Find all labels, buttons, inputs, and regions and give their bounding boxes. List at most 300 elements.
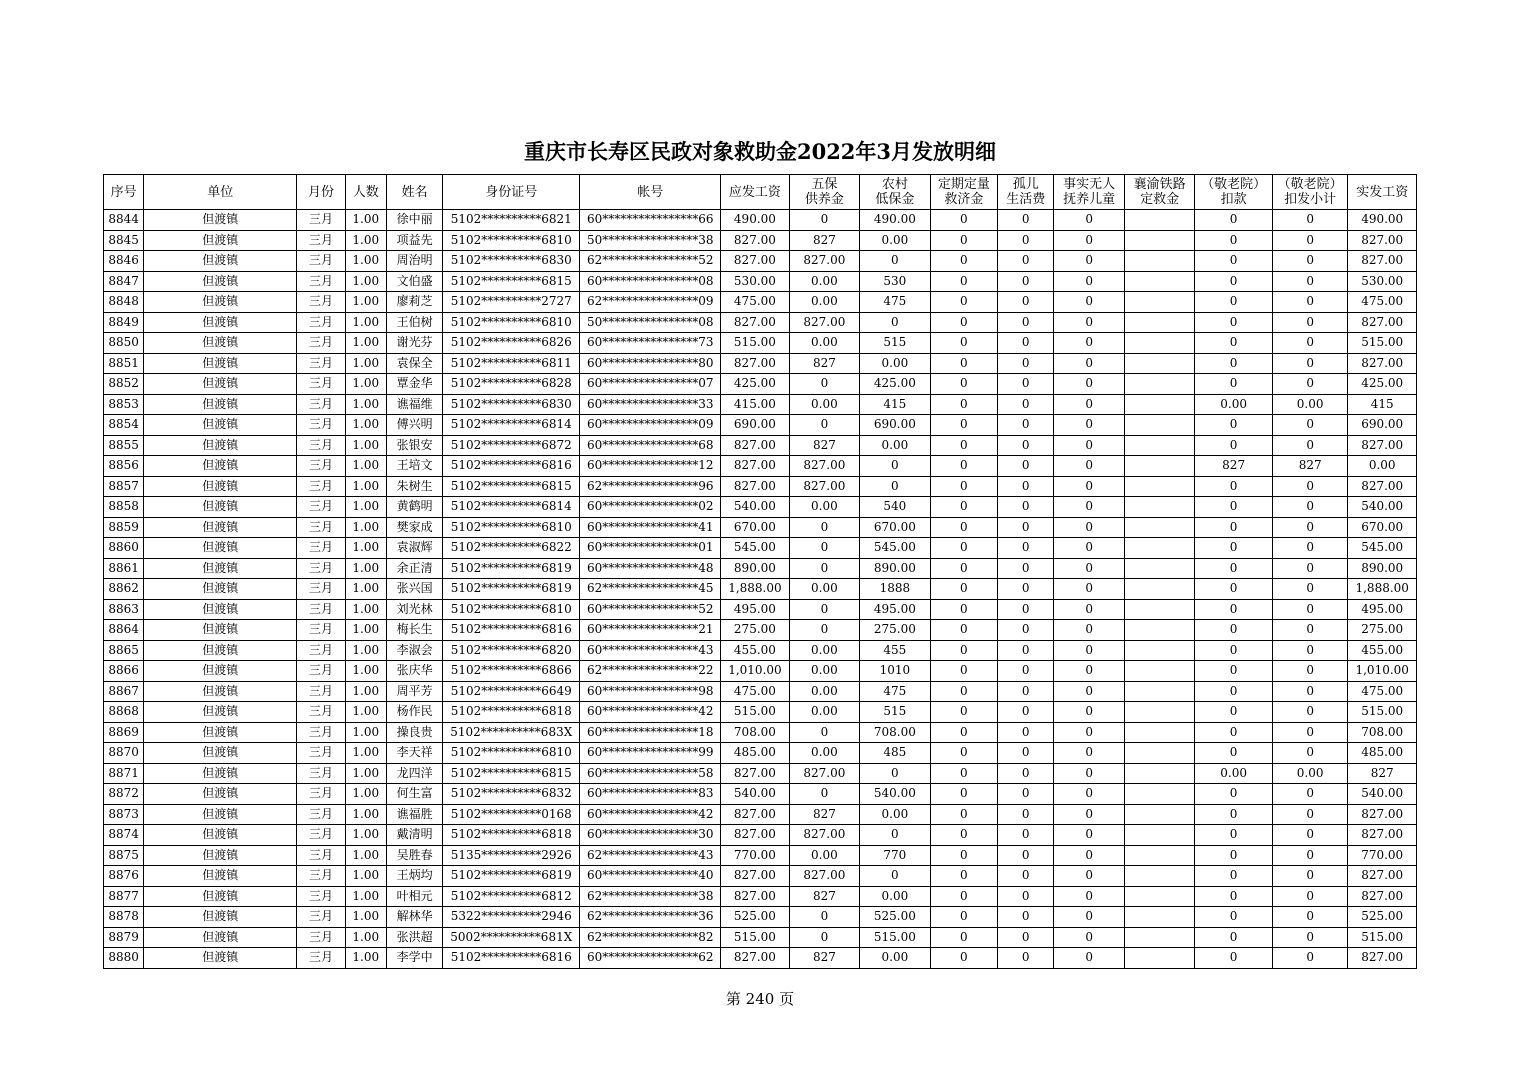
table-cell: 0: [1054, 271, 1124, 292]
table-cell: 5102**********6819: [443, 558, 580, 579]
table-cell: 但渡镇: [144, 661, 297, 682]
table-cell: 490.00: [721, 210, 789, 231]
table-cell: 8864: [104, 620, 144, 641]
table-cell: 操良贵: [386, 722, 442, 743]
table-cell: [1124, 743, 1194, 764]
table-cell: [1124, 394, 1194, 415]
table-cell: 1.00: [345, 866, 386, 887]
table-cell: 0: [1054, 251, 1124, 272]
table-cell: 0.00: [789, 681, 859, 702]
table-cell: 0: [930, 538, 997, 559]
table-cell: 1.00: [345, 763, 386, 784]
table-cell: 415: [860, 394, 930, 415]
table-cell: 0: [998, 907, 1054, 928]
table-cell: 0: [1195, 866, 1273, 887]
table-cell: 傅兴明: [386, 415, 442, 436]
table-cell: 827.00: [721, 353, 789, 374]
column-header: 襄渝铁路 定救金: [1124, 175, 1194, 210]
table-cell: 827.00: [721, 435, 789, 456]
table-cell: 0.00: [789, 497, 859, 518]
table-cell: 解林华: [386, 907, 442, 928]
table-cell: 0: [1195, 435, 1273, 456]
table-cell: [1124, 353, 1194, 374]
table-cell: 8879: [104, 927, 144, 948]
table-cell: 但渡镇: [144, 415, 297, 436]
table-cell: 515.00: [860, 927, 930, 948]
table-cell: 8850: [104, 333, 144, 354]
table-cell: [1124, 251, 1194, 272]
table-cell: 827.00: [1348, 476, 1417, 497]
table-cell: 770: [860, 845, 930, 866]
table-cell: 60****************08: [580, 271, 721, 292]
table-cell: 0.00: [789, 743, 859, 764]
table-cell: 62****************38: [580, 886, 721, 907]
table-cell: 827.00: [721, 456, 789, 477]
table-cell: 0: [1195, 927, 1273, 948]
table-cell: 0: [930, 517, 997, 538]
table-cell: 5322**********2946: [443, 907, 580, 928]
table-cell: 275.00: [1348, 620, 1417, 641]
table-cell: 1.00: [345, 784, 386, 805]
table-cell: 8870: [104, 743, 144, 764]
table-row: [104, 640, 1417, 661]
table-row: [104, 374, 1417, 395]
table-cell: 袁淑辉: [386, 538, 442, 559]
table-cell: [1124, 456, 1194, 477]
table-cell: 0: [1054, 640, 1124, 661]
table-cell: 490.00: [860, 210, 930, 231]
table-cell: 三月: [297, 312, 345, 333]
table-cell: 1,010.00: [721, 661, 789, 682]
table-cell: 475: [860, 681, 930, 702]
table-cell: 0: [789, 620, 859, 641]
table-cell: 但渡镇: [144, 681, 297, 702]
table-cell: 708.00: [1348, 722, 1417, 743]
table-cell: 0: [1195, 681, 1273, 702]
table-cell: 0: [1195, 640, 1273, 661]
table-cell: [1124, 599, 1194, 620]
table-cell: 0: [930, 907, 997, 928]
table-cell: 1.00: [345, 394, 386, 415]
table-cell: 827: [1348, 763, 1417, 784]
table-cell: 455: [860, 640, 930, 661]
table-cell: 0: [1054, 333, 1124, 354]
table-cell: 0.00: [789, 333, 859, 354]
table-cell: 0.00: [860, 353, 930, 374]
table-cell: 540.00: [1348, 784, 1417, 805]
table-cell: 三月: [297, 763, 345, 784]
table-cell: 三月: [297, 599, 345, 620]
table-row: [104, 538, 1417, 559]
table-cell: 廖莉芝: [386, 292, 442, 313]
table-cell: 827.00: [789, 825, 859, 846]
table-cell: 0: [1195, 743, 1273, 764]
table-cell: 0: [998, 702, 1054, 723]
table-cell: [1124, 907, 1194, 928]
table-cell: [1124, 476, 1194, 497]
table-row: [104, 845, 1417, 866]
table-cell: 515.00: [1348, 702, 1417, 723]
table-cell: 0: [789, 784, 859, 805]
table-cell: 李学中: [386, 948, 442, 969]
table-cell: 但渡镇: [144, 292, 297, 313]
table-cell: 455.00: [1348, 640, 1417, 661]
table-row: [104, 702, 1417, 723]
table-cell: 62****************82: [580, 927, 721, 948]
table-cell: 0: [1272, 743, 1348, 764]
table-cell: 515: [860, 702, 930, 723]
table-cell: 0: [1054, 599, 1124, 620]
table-cell: 60****************21: [580, 620, 721, 641]
table-cell: 8868: [104, 702, 144, 723]
table-cell: 但渡镇: [144, 333, 297, 354]
table-cell: 1.00: [345, 845, 386, 866]
table-row: [104, 825, 1417, 846]
table-row: [104, 558, 1417, 579]
table-cell: 0: [1054, 661, 1124, 682]
table-row: [104, 722, 1417, 743]
table-cell: 0: [1195, 312, 1273, 333]
table-cell: 5002**********681X: [443, 927, 580, 948]
table-row: [104, 886, 1417, 907]
table-cell: 0: [998, 517, 1054, 538]
table-cell: 1.00: [345, 804, 386, 825]
table-row: [104, 681, 1417, 702]
table-cell: 425.00: [1348, 374, 1417, 395]
table-cell: 5102**********6821: [443, 210, 580, 231]
payment-table: [103, 174, 1417, 969]
table-row: [104, 394, 1417, 415]
table-cell: 1.00: [345, 927, 386, 948]
table-cell: 三月: [297, 415, 345, 436]
table-cell: 0: [1195, 948, 1273, 969]
table-cell: 1.00: [345, 579, 386, 600]
table-cell: 0: [789, 599, 859, 620]
table-cell: 三月: [297, 476, 345, 497]
table-cell: [1124, 210, 1194, 231]
table-cell: 8855: [104, 435, 144, 456]
table-cell: 0.00: [789, 661, 859, 682]
table-cell: 8872: [104, 784, 144, 805]
table-cell: 545.00: [1348, 538, 1417, 559]
table-cell: 1.00: [345, 886, 386, 907]
table-cell: 1.00: [345, 333, 386, 354]
table-cell: 0: [998, 271, 1054, 292]
table-cell: 0: [789, 210, 859, 231]
table-cell: [1124, 435, 1194, 456]
table-cell: 0: [1054, 353, 1124, 374]
table-cell: 但渡镇: [144, 579, 297, 600]
table-cell: 1.00: [345, 743, 386, 764]
table-cell: 0.00: [860, 435, 930, 456]
table-cell: 827.00: [789, 312, 859, 333]
table-cell: 三月: [297, 866, 345, 887]
table-cell: 但渡镇: [144, 538, 297, 559]
table-cell: 827.00: [721, 804, 789, 825]
table-cell: 谯福维: [386, 394, 442, 415]
table-cell: 827: [789, 804, 859, 825]
table-cell: 1.00: [345, 538, 386, 559]
table-cell: 谯福胜: [386, 804, 442, 825]
table-cell: 叶相元: [386, 886, 442, 907]
table-cell: 何生富: [386, 784, 442, 805]
table-cell: 5102**********6819: [443, 866, 580, 887]
table-cell: 1.00: [345, 640, 386, 661]
table-cell: 60****************30: [580, 825, 721, 846]
table-cell: 5102**********6826: [443, 333, 580, 354]
table-cell: 1.00: [345, 415, 386, 436]
table-cell: 0: [930, 722, 997, 743]
table-cell: 但渡镇: [144, 210, 297, 231]
table-cell: 0: [998, 538, 1054, 559]
table-cell: 三月: [297, 620, 345, 641]
table-cell: 827.00: [721, 476, 789, 497]
table-cell: 但渡镇: [144, 907, 297, 928]
table-cell: 项益先: [386, 230, 442, 251]
table-cell: 5102**********6866: [443, 661, 580, 682]
table-cell: 0: [930, 415, 997, 436]
page-number: 第 240 页: [725, 990, 795, 1008]
table-cell: 0: [789, 907, 859, 928]
table-cell: 827.00: [789, 456, 859, 477]
table-cell: 708.00: [721, 722, 789, 743]
table-cell: [1124, 927, 1194, 948]
table-cell: 0: [860, 866, 930, 887]
table-row: [104, 456, 1417, 477]
column-header: 实发工资: [1348, 175, 1417, 210]
table-cell: 0: [1054, 927, 1124, 948]
table-cell: 0: [998, 230, 1054, 251]
table-cell: 但渡镇: [144, 312, 297, 333]
table-cell: 三月: [297, 804, 345, 825]
table-cell: 485.00: [721, 743, 789, 764]
table-cell: [1124, 784, 1194, 805]
column-header: 定期定量 救济金: [930, 175, 997, 210]
table-cell: 三月: [297, 640, 345, 661]
table-cell: 0: [1054, 620, 1124, 641]
table-cell: 890.00: [1348, 558, 1417, 579]
table-cell: 0: [998, 374, 1054, 395]
table-cell: 1.00: [345, 312, 386, 333]
table-cell: 5102**********6810: [443, 743, 580, 764]
table-cell: [1124, 702, 1194, 723]
table-cell: [1124, 640, 1194, 661]
table-cell: 三月: [297, 251, 345, 272]
table-cell: 1.00: [345, 497, 386, 518]
table-cell: 三月: [297, 558, 345, 579]
table-cell: 827.00: [1348, 353, 1417, 374]
table-cell: 三月: [297, 845, 345, 866]
table-cell: [1124, 271, 1194, 292]
table-cell: 8859: [104, 517, 144, 538]
table-cell: 60****************48: [580, 558, 721, 579]
table-cell: 1.00: [345, 271, 386, 292]
table-cell: 827: [789, 435, 859, 456]
table-cell: 60****************83: [580, 784, 721, 805]
table-row: [104, 907, 1417, 928]
table-cell: [1124, 374, 1194, 395]
table-cell: 0: [930, 804, 997, 825]
table-cell: 60****************09: [580, 415, 721, 436]
table-cell: 0.00: [789, 640, 859, 661]
table-cell: 但渡镇: [144, 948, 297, 969]
table-cell: 5102**********6815: [443, 476, 580, 497]
table-cell: 0: [1195, 579, 1273, 600]
table-row: [104, 333, 1417, 354]
table-cell: [1124, 866, 1194, 887]
table-cell: 1.00: [345, 620, 386, 641]
table-row: [104, 210, 1417, 231]
table-cell: 5102**********6815: [443, 763, 580, 784]
table-cell: 0: [1272, 722, 1348, 743]
table-cell: 0: [998, 476, 1054, 497]
table-cell: 但渡镇: [144, 456, 297, 477]
table-cell: 王培文: [386, 456, 442, 477]
table-cell: 5102**********6810: [443, 230, 580, 251]
table-cell: 708.00: [860, 722, 930, 743]
table-row: [104, 251, 1417, 272]
table-cell: 8880: [104, 948, 144, 969]
table-cell: 0: [1195, 251, 1273, 272]
table-cell: 8875: [104, 845, 144, 866]
table-cell: 李淑会: [386, 640, 442, 661]
table-cell: 60****************62: [580, 948, 721, 969]
table-cell: 0: [998, 845, 1054, 866]
table-cell: 62****************45: [580, 579, 721, 600]
table-cell: 8878: [104, 907, 144, 928]
table-cell: 1.00: [345, 230, 386, 251]
table-cell: 1010: [860, 661, 930, 682]
table-cell: 0: [930, 456, 997, 477]
table-cell: 0: [1195, 907, 1273, 928]
table-cell: 0: [1272, 948, 1348, 969]
table-cell: 5102**********6814: [443, 415, 580, 436]
table-cell: 三月: [297, 497, 345, 518]
table-cell: 455.00: [721, 640, 789, 661]
table-cell: 李天祥: [386, 743, 442, 764]
table-cell: 8853: [104, 394, 144, 415]
table-cell: 827.00: [1348, 886, 1417, 907]
table-cell: 1.00: [345, 907, 386, 928]
table-cell: 5102**********6810: [443, 517, 580, 538]
table-cell: 0: [1195, 497, 1273, 518]
table-cell: 0: [1272, 271, 1348, 292]
table-cell: [1124, 722, 1194, 743]
table-cell: 0: [930, 948, 997, 969]
table-cell: 0: [1054, 907, 1124, 928]
table-cell: 0: [998, 333, 1054, 354]
table-cell: 60****************42: [580, 702, 721, 723]
table-cell: 8860: [104, 538, 144, 559]
table-cell: 0: [1272, 845, 1348, 866]
table-cell: 樊家成: [386, 517, 442, 538]
table-cell: 三月: [297, 456, 345, 477]
table-cell: 60****************42: [580, 804, 721, 825]
table-cell: [1124, 845, 1194, 866]
table-cell: 827.00: [721, 948, 789, 969]
column-header: 姓名: [386, 175, 442, 210]
table-cell: 0: [1054, 374, 1124, 395]
table-cell: 但渡镇: [144, 435, 297, 456]
table-cell: 1.00: [345, 722, 386, 743]
table-cell: 0: [1054, 435, 1124, 456]
column-header: 身份证号: [443, 175, 580, 210]
table-cell: 0: [1272, 784, 1348, 805]
table-cell: 1.00: [345, 681, 386, 702]
table-row: [104, 353, 1417, 374]
table-cell: 1.00: [345, 948, 386, 969]
table-cell: 王伯树: [386, 312, 442, 333]
table-cell: 60****************99: [580, 743, 721, 764]
table-cell: 三月: [297, 230, 345, 251]
table-cell: 60****************98: [580, 681, 721, 702]
table-cell: 5102**********6872: [443, 435, 580, 456]
table-cell: 覃金华: [386, 374, 442, 395]
table-cell: 690.00: [721, 415, 789, 436]
table-cell: 8858: [104, 497, 144, 518]
table-row: [104, 271, 1417, 292]
table-cell: 0: [1054, 415, 1124, 436]
table-cell: 0.00: [1195, 763, 1273, 784]
table-cell: 1.00: [345, 435, 386, 456]
column-header: 事实无人 抚养儿童: [1054, 175, 1124, 210]
table-cell: 0: [1195, 804, 1273, 825]
table-cell: 张兴国: [386, 579, 442, 600]
table-cell: 但渡镇: [144, 517, 297, 538]
table-cell: 475.00: [1348, 681, 1417, 702]
table-cell: 三月: [297, 374, 345, 395]
table-cell: 0: [1195, 702, 1273, 723]
table-cell: 60****************58: [580, 763, 721, 784]
table-cell: 0: [1054, 292, 1124, 313]
table-cell: 0: [1272, 579, 1348, 600]
table-cell: 0: [1195, 374, 1273, 395]
table-cell: 0: [930, 271, 997, 292]
table-cell: 8871: [104, 763, 144, 784]
table-cell: 0.00: [789, 271, 859, 292]
table-cell: 0: [1054, 497, 1124, 518]
column-header: 帐号: [580, 175, 721, 210]
table-cell: 0: [930, 394, 997, 415]
table-cell: 0: [1054, 763, 1124, 784]
table-cell: 0: [1195, 599, 1273, 620]
table-cell: [1124, 948, 1194, 969]
table-cell: 0: [1054, 210, 1124, 231]
table-cell: 515.00: [721, 702, 789, 723]
table-cell: 827.00: [1348, 312, 1417, 333]
table-cell: 三月: [297, 743, 345, 764]
table-cell: 827.00: [1348, 866, 1417, 887]
table-cell: 5102**********6818: [443, 825, 580, 846]
table-cell: 530.00: [721, 271, 789, 292]
table-row: [104, 517, 1417, 538]
table-cell: 0: [998, 456, 1054, 477]
table-cell: 三月: [297, 435, 345, 456]
table-cell: 0: [930, 825, 997, 846]
table-cell: 1,888.00: [721, 579, 789, 600]
table-cell: 827.00: [721, 312, 789, 333]
table-cell: 0: [1272, 886, 1348, 907]
table-cell: 0: [789, 927, 859, 948]
table-cell: [1124, 558, 1194, 579]
table-cell: 0: [930, 620, 997, 641]
table-cell: 三月: [297, 517, 345, 538]
table-cell: 5102**********6818: [443, 702, 580, 723]
table-cell: 475: [860, 292, 930, 313]
column-header: （敬老院） 扣款: [1195, 175, 1273, 210]
table-cell: 0.00: [1272, 763, 1348, 784]
table-row: [104, 497, 1417, 518]
